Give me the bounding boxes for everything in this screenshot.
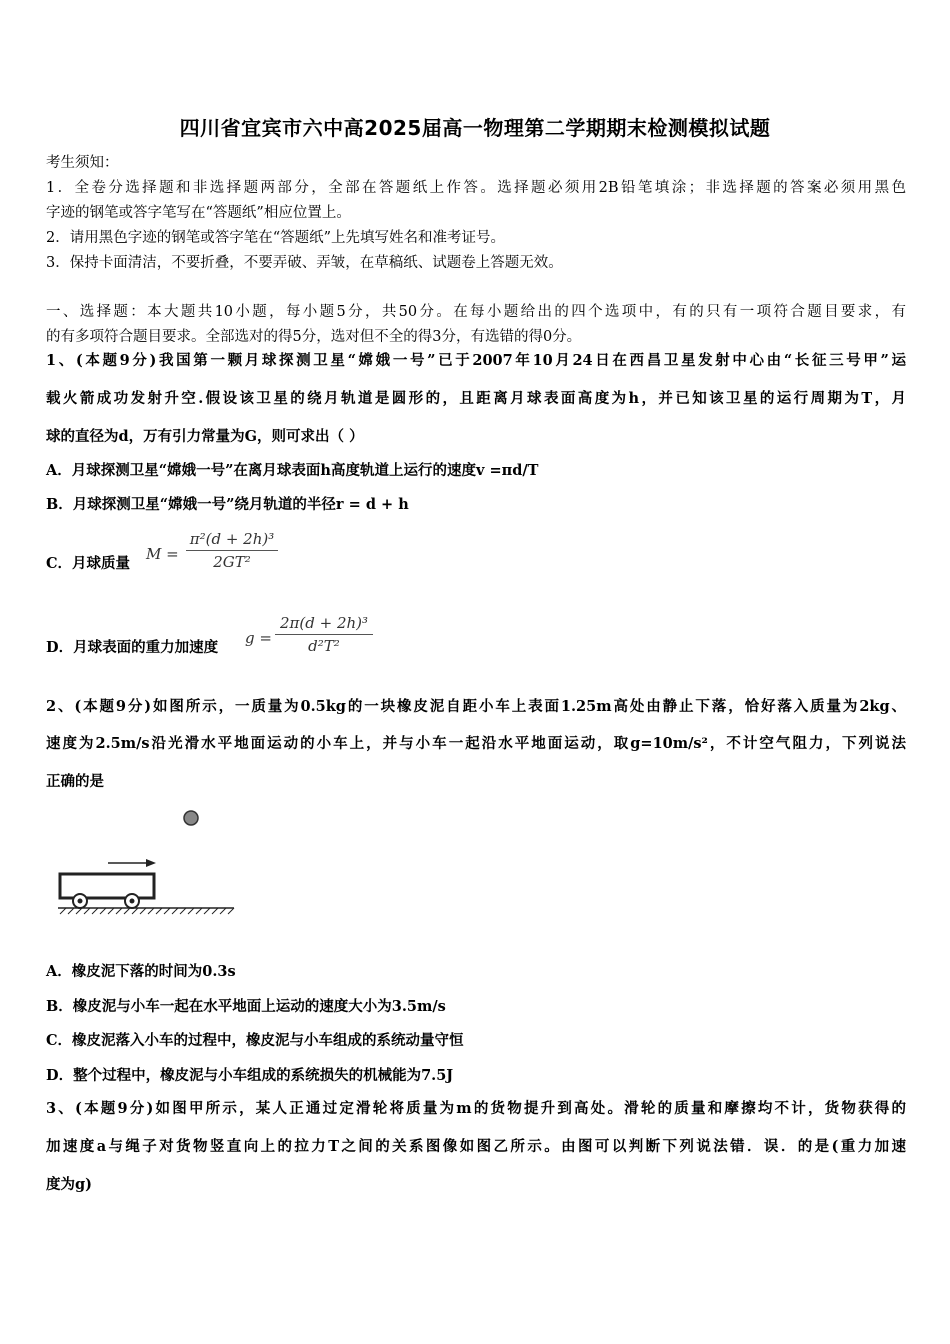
question-1-option-a: A．月球探测卫星“嫦娥一号”在离月球表面h高度轨道上运行的速度v =πd/T bbox=[46, 462, 539, 479]
notice-item-1-cont: 字迹的钢笔或答字笔写在“答题纸”相应位置上。 bbox=[46, 205, 351, 221]
question-2-stem-end: 正确的是 bbox=[46, 773, 104, 790]
option-c-denominator: 2GT² bbox=[213, 553, 251, 571]
notice-item-1: 1．全卷分选择题和非选择题两部分，全部在答题纸上作答。选择题必须用2B铅笔填涂；非选择题的答案必须用黑色 bbox=[46, 180, 906, 196]
ground-hatching bbox=[60, 908, 234, 914]
question-3-stem: 3、(本题9分)如图甲所示，某人正通过定滑轮将质量为m的货物提升到高处。滑轮的质量和摩擦均不计，货物获得的 bbox=[46, 1100, 906, 1117]
section-instructions: 一、选择题：本大题共10小题，每小题5分，共50分。在每小题给出的四个选项中，有的只有一项符合题目要求，有 bbox=[46, 304, 906, 320]
option-c-numerator: π²(d + 2h)³ bbox=[189, 530, 275, 548]
option-d-formula bbox=[275, 614, 373, 655]
option-d-lhs: g = bbox=[245, 629, 272, 647]
option-d-denominator: d²T² bbox=[308, 637, 340, 655]
notice-heading: 考生须知： bbox=[46, 155, 119, 171]
cart-wheel-left-hub bbox=[78, 899, 83, 904]
clay-ball bbox=[184, 811, 198, 825]
question-2-option-a: A．橡皮泥下落的时间为0.3s bbox=[46, 963, 236, 980]
cart-figure bbox=[56, 808, 246, 918]
page-title: 四川省宜宾市六中高2025届高一物理第二学期期末检测模拟试题 bbox=[179, 116, 771, 140]
cart-wheel-right-hub bbox=[130, 899, 135, 904]
question-2-stem: 2、(本题9分)如图所示，一质量为0.5kg的一块橡皮泥自距小车上表面1.25m高处由静止下落，恰好落入质量为2kg、 bbox=[46, 698, 906, 715]
question-1-stem-end: 球的直径为d，万有引力常量为G，则可求出（ ） bbox=[46, 428, 364, 445]
question-2-option-d: D．整个过程中，橡皮泥与小车组成的系统损失的机械能为7.5J bbox=[46, 1067, 454, 1084]
option-c-formula bbox=[186, 530, 278, 571]
question-1-option-d-label: D．月球表面的重力加速度 bbox=[46, 639, 219, 656]
velocity-arrowhead bbox=[146, 859, 156, 867]
notice-item-2: 2．请用黑色字迹的钢笔或答字笔在“答题纸”上先填写姓名和准考证号。 bbox=[46, 230, 506, 246]
question-1-option-c-label: C．月球质量 bbox=[46, 555, 131, 572]
question-2-stem-cont: 速度为2.5m/s沿光滑水平地面运动的小车上，并与小车一起沿水平地面运动，取g=10m/s²，不计空气阻力，下列说法 bbox=[46, 735, 906, 752]
section-instructions-cont: 的有多项符合题目要求。全部选对的得5分，选对但不全的得3分，有选错的得0分。 bbox=[46, 329, 582, 345]
question-3-stem-end: 度为g) bbox=[46, 1176, 92, 1193]
cart-body bbox=[60, 874, 154, 898]
question-2-option-b: B．橡皮泥与小车一起在水平地面上运动的速度大小为3.5m/s bbox=[46, 998, 446, 1015]
question-1-stem: 1、(本题9分)我国第一颗月球探测卫星“嫦娥一号”已于2007年10月24日在西昌卫星发射中心由“长征三号甲”运 bbox=[46, 352, 906, 369]
question-1-option-b: B．月球探测卫星“嫦娥一号”绕月轨道的半径r = d + h bbox=[46, 496, 409, 513]
option-d-numerator: 2π(d + 2h)³ bbox=[279, 614, 369, 632]
notice-item-3: 3．保持卡面清洁，不要折叠，不要弄破、弄皱，在草稿纸、试题卷上答题无效。 bbox=[46, 255, 563, 271]
option-c-lhs: M = bbox=[146, 545, 179, 563]
question-1-stem-cont: 载火箭成功发射升空.假设该卫星的绕月轨道是圆形的，且距离月球表面高度为h，并已知该卫星的运行周期为T，月 bbox=[46, 390, 906, 407]
question-3-stem-cont: 加速度a与绳子对货物竖直向上的拉力T之间的关系图像如图乙所示。由图可以判断下列说法错．误．的是(重力加速 bbox=[46, 1138, 906, 1155]
question-2-option-c: C．橡皮泥落入小车的过程中，橡皮泥与小车组成的系统动量守恒 bbox=[46, 1032, 464, 1049]
